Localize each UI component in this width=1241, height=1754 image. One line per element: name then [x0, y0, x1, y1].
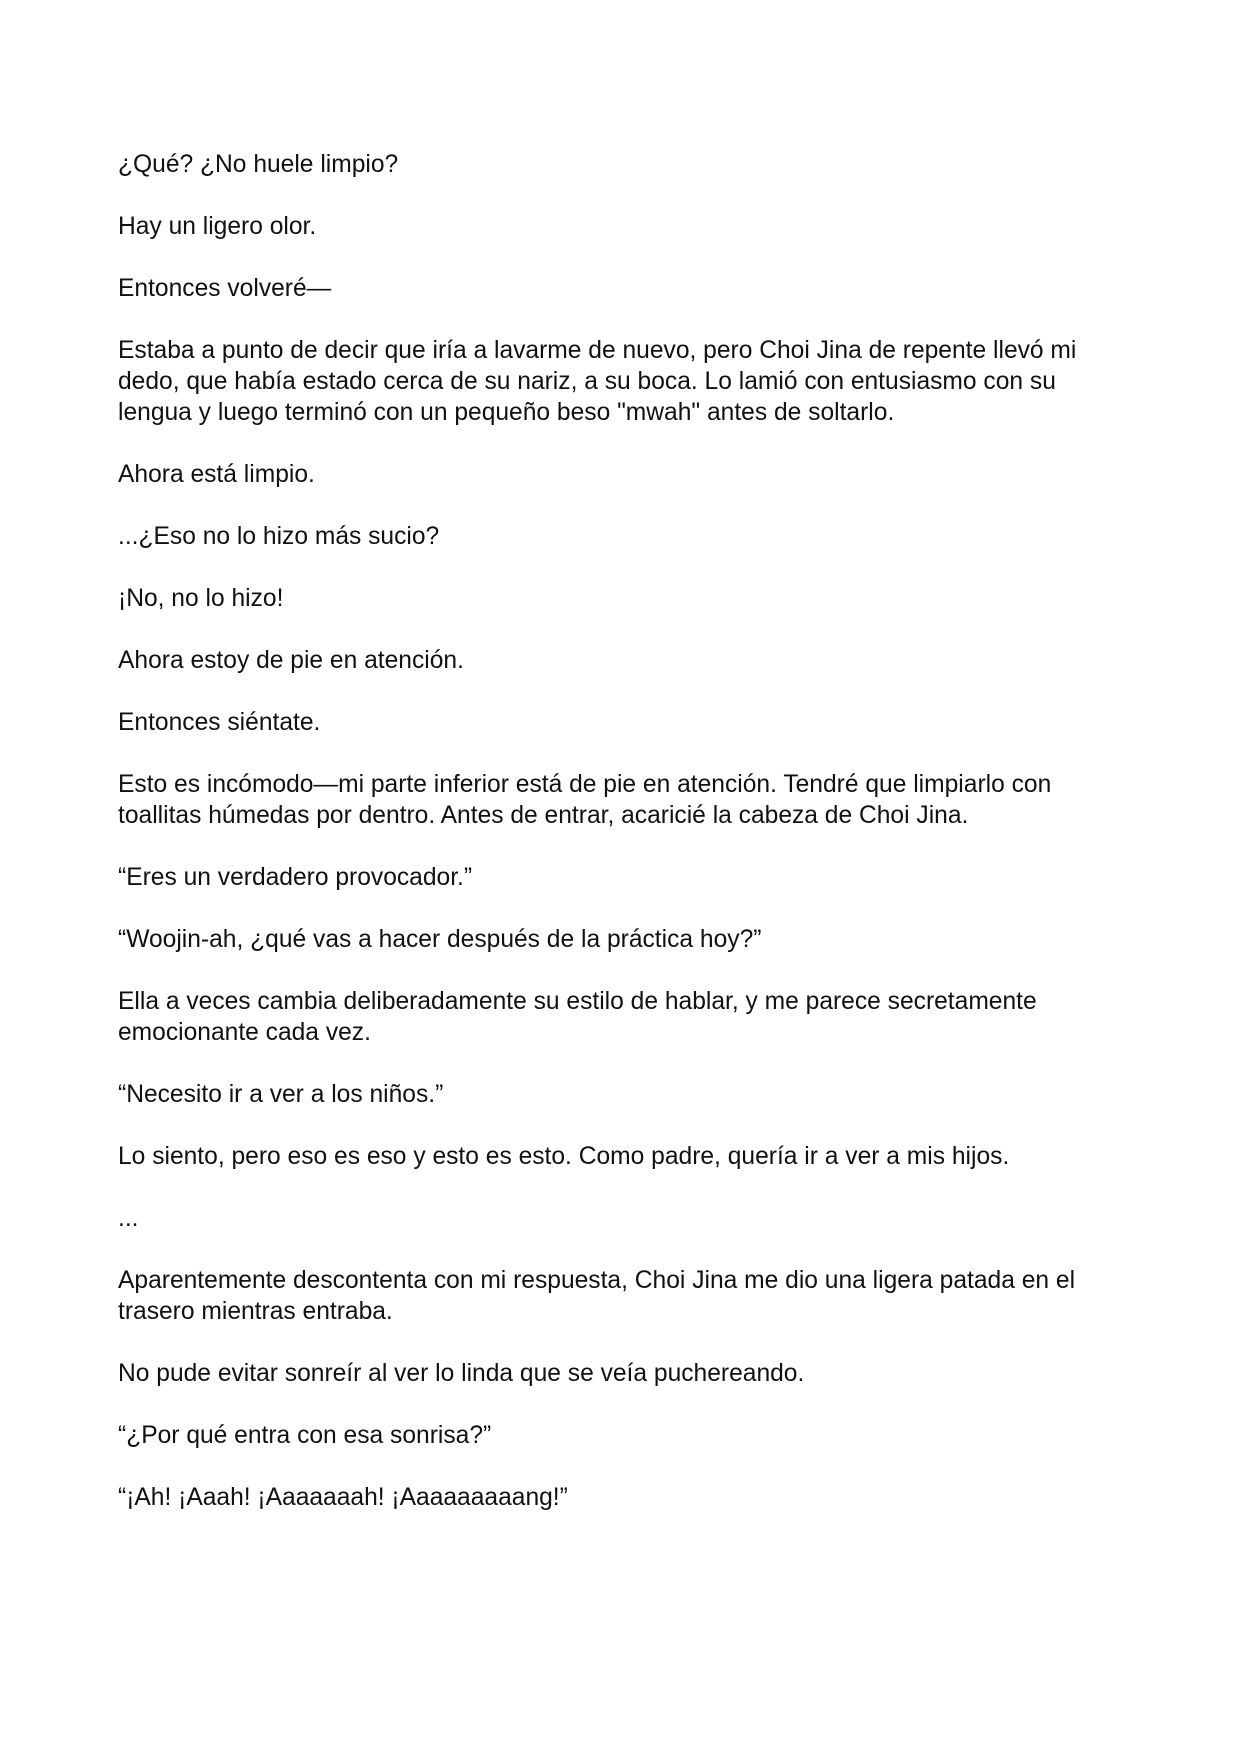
paragraph: ... [118, 1205, 139, 1232]
paragraph: ¿Qué? ¿No huele limpio? [118, 151, 399, 178]
paragraph: Entonces siéntate. [118, 709, 321, 736]
paragraph: Ella a veces cambia deliberadamente su estilo de hablar, y me parece secretamente emocionante cada vez. [118, 988, 1037, 1046]
paragraph: Entonces volveré— [118, 275, 332, 302]
paragraph: “¿Por qué entra con esa sonrisa?” [118, 1422, 492, 1449]
paragraph: Esto es incómodo—mi parte inferior está de pie en atención. Tendré que limpiarlo con toallitas húmedas por dentro. Antes de entrar, acaricié la cabeza de Choi Jina. [118, 771, 1052, 829]
paragraph: ¡No, no lo hizo! [118, 585, 284, 612]
paragraph: Ahora estoy de pie en atención. [118, 647, 464, 674]
paragraph: “¡Ah! ¡Aaah! ¡Aaaaaaah! ¡Aaaaaaaaang!” [118, 1484, 568, 1511]
paragraph: ...¿Eso no lo hizo más sucio? [118, 523, 440, 550]
paragraph: “Eres un verdadero provocador.” [118, 864, 473, 891]
paragraph: No pude evitar sonreír al ver lo linda que se veía puchereando. [118, 1360, 805, 1387]
document-body [118, 149, 1128, 1544]
paragraph: Aparentemente descontenta con mi respuesta, Choi Jina me dio una ligera patada en el trasero mientras entraba. [118, 1267, 1076, 1325]
paragraph: “Woojin-ah, ¿qué vas a hacer después de la práctica hoy?” [118, 926, 762, 953]
paragraph: Ahora está limpio. [118, 461, 315, 488]
paragraph: Hay un ligero olor. [118, 213, 317, 240]
paragraph: Lo siento, pero eso es eso y esto es esto. Como padre, quería ir a ver a mis hijos. [118, 1143, 1010, 1170]
paragraph: “Necesito ir a ver a los niños.” [118, 1081, 444, 1108]
paragraph: Estaba a punto de decir que iría a lavarme de nuevo, pero Choi Jina de repente llevó mi dedo, que había estado cerca de su nariz, a su boca. Lo lamió con entusiasmo con su lengua y luego terminó con un pequeño beso "mwah" antes de soltarlo. [118, 337, 1077, 426]
